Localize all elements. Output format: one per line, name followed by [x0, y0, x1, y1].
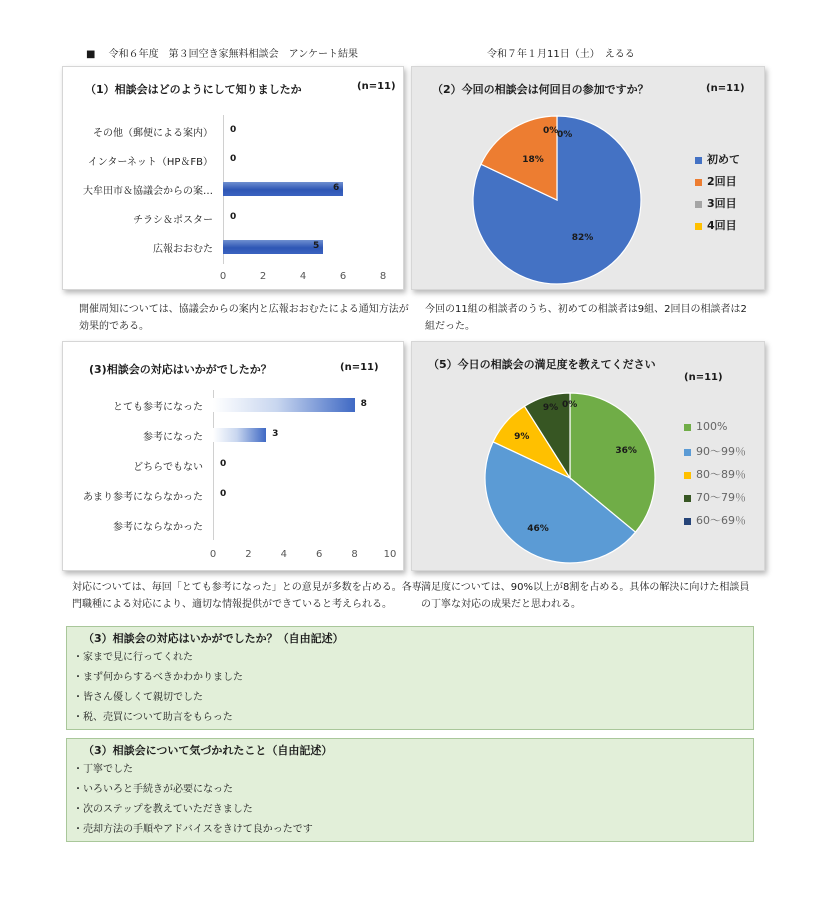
tick-label: 6 [339, 271, 347, 282]
legend-item [684, 466, 746, 482]
slice-label: 0% [557, 130, 573, 141]
legend-swatch [695, 201, 702, 208]
category-label: 参考にならなかった [113, 522, 203, 533]
slice-label: 9% [514, 431, 530, 442]
chart-card-q5 [411, 341, 765, 571]
category-label: 広報おおむた [153, 244, 213, 255]
legend-swatch [695, 157, 702, 164]
note-q1 [79, 301, 409, 335]
chart-card-q1 [62, 66, 404, 290]
pie-chart [484, 392, 656, 564]
chart-title: (3)相談会の対応はいかがでしたか？ [89, 363, 272, 376]
data-label: 8 [360, 399, 367, 409]
tick-label: 0 [209, 549, 217, 560]
category-label: あまり参考にならなかった [83, 492, 203, 503]
free-text-item: ・家まで見に行ってくれた [73, 652, 193, 663]
category-label: チラシ＆ポスター [133, 215, 213, 226]
legend-item [695, 151, 740, 167]
report-date: 令和７年１月11日（土） えるる [487, 49, 635, 60]
slice-label: 36% [615, 445, 637, 456]
data-label: 0 [230, 125, 237, 135]
chart-n: (n=11) [706, 83, 745, 94]
legend-swatch [695, 223, 702, 230]
bar [223, 240, 323, 254]
bar [213, 398, 355, 412]
x-axis-line [213, 390, 214, 540]
category-label: 参考になった [143, 432, 203, 443]
free-text-title: （3）相談会について気づかれたこと（自由記述） [83, 744, 333, 757]
legend-swatch [684, 449, 691, 456]
slice-label: 46% [527, 523, 549, 534]
data-label: 6 [333, 183, 340, 193]
slice-label: 18% [522, 154, 544, 165]
legend-item [684, 443, 746, 459]
legend-label: 100% [696, 420, 728, 433]
free-text-title: （3）相談会の対応はいかがでしたか？（自由記述） [83, 632, 344, 645]
data-label: 0 [230, 154, 237, 164]
category-label: どちらでもない [133, 462, 203, 473]
slice-label: 9% [542, 403, 559, 414]
tick-label: 8 [351, 549, 358, 560]
chart-title: （2）今回の相談会は何回目の参加ですか？ [432, 83, 649, 96]
note-q3 [72, 579, 422, 613]
note-line: 対応については、毎回「とても参考になった」との意見が多数を占める。各専 [72, 582, 422, 593]
legend-label: 2回目 [707, 175, 737, 188]
tick-label: 4 [299, 271, 307, 282]
legend-item [684, 489, 746, 505]
free-text-item: ・いろいろと手続きが必要になった [73, 784, 233, 795]
pie-chart [472, 115, 642, 285]
data-label: 0 [220, 459, 227, 469]
legend-label: 初めて [707, 153, 740, 166]
report-title: ■ 令和６年度 第３回空き家無料相談会 アンケート結果 [86, 49, 359, 60]
note-line: 満足度については、90%以上が8割を占める。具体の解決に向けた相談員 [421, 582, 750, 593]
legend-item [684, 420, 727, 433]
legend-label: 4回目 [707, 219, 737, 232]
legend-label: 3回目 [707, 197, 737, 210]
legend-label: 80〜89％ [696, 468, 746, 481]
chart-title: （5）今日の相談会の満足度を教えてください [428, 358, 656, 371]
slice-label: 0% [543, 126, 559, 137]
free-text-item: ・まず何からするべきかわかりました [73, 672, 243, 683]
legend-item [695, 195, 737, 211]
category-label: その他（郵便による案内） [93, 128, 213, 139]
legend-label: 90〜99％ [696, 445, 746, 458]
note-line: 今回の11組の相談者のうち、初めての相談者は9組、2回目の相談者は2 [425, 304, 747, 315]
tick-label: 2 [245, 549, 252, 560]
legend-swatch [684, 495, 691, 502]
note-q2 [425, 301, 747, 335]
tick-label: 4 [280, 549, 287, 560]
data-label: 5 [313, 241, 320, 251]
tick-label: 6 [316, 549, 323, 560]
legend-item [695, 217, 737, 233]
legend-label: 70〜79％ [696, 491, 746, 504]
free-text-item: ・税、売買について助言をもらった [73, 712, 233, 723]
category-label: とても参考になった [113, 402, 203, 413]
tick-label: 2 [259, 271, 267, 282]
category-label: 大牟田市＆協議会からの案… [83, 186, 213, 197]
legend-item [695, 173, 737, 189]
legend-swatch [695, 179, 702, 186]
slice-label: 0% [562, 399, 578, 410]
chart-n: (n=11) [340, 362, 379, 373]
note-line: 効果的である。 [79, 321, 149, 332]
note-line: の丁寧な対応の成果だと思われる。 [421, 599, 581, 610]
legend-item [684, 512, 746, 528]
free-text-box-1 [66, 626, 754, 730]
tick-label: 8 [379, 271, 387, 282]
free-text-item: ・売却方法の手順やアドバイスをきけて良かったです [73, 824, 313, 835]
free-text-item: ・次のステップを教えていただきました [73, 804, 253, 815]
chart-title: （1）相談会はどのようにして知りましたか [85, 83, 302, 96]
legend-swatch [684, 472, 691, 479]
chart-n: (n=11) [684, 372, 723, 383]
chart-n: (n=11) [357, 81, 396, 92]
data-label: 3 [272, 429, 279, 439]
free-text-box-2 [66, 738, 754, 842]
note-line: 組だった。 [425, 321, 475, 332]
legend-swatch [684, 518, 691, 525]
chart-card-q3 [62, 341, 404, 571]
category-label: インターネット（HP＆FB） [87, 157, 213, 168]
legend-label: 60〜69％ [696, 514, 746, 527]
data-label: 0 [220, 489, 227, 499]
note-line: 開催周知については、協議会からの案内と広報おおむたによる通知方法が [79, 304, 409, 315]
free-text-item: ・皆さん優しくて親切でした [73, 692, 203, 703]
data-label: 0 [230, 212, 237, 222]
bar [213, 428, 266, 442]
note-line: 門職種による対応により、適切な情報提供ができていると考えられる。 [72, 599, 392, 610]
tick-label: 10 [383, 549, 397, 560]
tick-label: 0 [219, 271, 227, 282]
chart-card-q2 [411, 66, 765, 290]
slice-label: 82% [571, 233, 594, 243]
bar [223, 182, 343, 196]
legend-swatch [684, 424, 691, 431]
free-text-item: ・丁寧でした [73, 764, 133, 775]
note-q5 [421, 579, 749, 613]
